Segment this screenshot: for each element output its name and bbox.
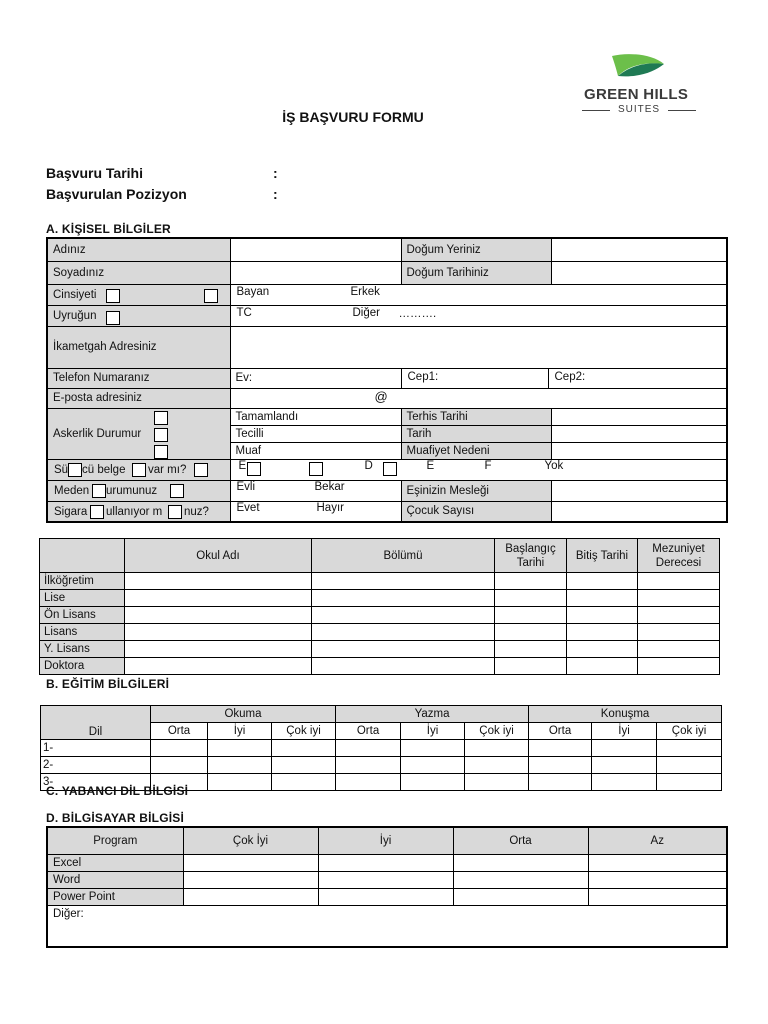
discharge-date-label: Terhis Tarihi [401,408,551,425]
name-field[interactable] [230,238,401,261]
license-options [230,459,727,480]
comp-other-field[interactable]: Diğer: [47,905,727,947]
license-checkbox-1[interactable] [68,463,82,477]
lang-cell[interactable] [272,757,336,774]
marital-label-b: urumunuz [106,484,158,497]
comp-header-good: İyi [318,827,453,854]
smoking-label-c: nuz? [184,505,209,518]
edu-row-label: Y. Lisans [40,641,125,658]
edu-cell[interactable] [638,573,720,590]
birthplace-label: Doğum Yeriniz [401,238,551,261]
spouse-job-label: Eşinizin Mesleği [401,480,551,501]
lang-cell[interactable] [657,757,722,774]
lang-cell[interactable] [401,774,465,791]
edu-cell[interactable] [567,641,638,658]
edu-header-end: Bitiş Tarihi [567,539,638,573]
edu-cell[interactable] [495,624,567,641]
comp-cell[interactable] [453,888,588,905]
section-education-title: B. EĞİTİM BİLGİLERİ [46,677,170,691]
lang-cell[interactable] [272,774,336,791]
edu-row-label: Lisans [40,624,125,641]
lang-cell[interactable] [465,757,529,774]
license-checkbox-2[interactable] [132,463,146,477]
lang-cell[interactable] [529,774,592,791]
birthdate-label: Doğum Tarihiniz [401,261,551,284]
leaf-icon [608,50,668,82]
section-personal-title: A. KİŞİSEL BİLGİLER [46,222,171,236]
military-deferred-label: Tecilli [230,425,401,442]
exempt-reason-field[interactable] [551,442,727,459]
edu-cell[interactable] [495,607,567,624]
military-exempt-label: Muaf [230,442,401,459]
license-e-label: E [238,459,247,472]
lang-cell[interactable] [208,774,272,791]
edu-cell[interactable] [125,658,312,675]
military-label-cell [47,408,230,459]
license-e-checkbox[interactable] [247,462,261,476]
edu-cell[interactable] [638,658,720,675]
nationality-tc-label: TC [236,306,252,319]
gender-label: Cinsiyeti [53,288,97,301]
married-label: Evli [236,480,256,493]
smoking-yes-checkbox[interactable] [90,505,104,519]
lang-header-dil: Dil [41,706,151,740]
gender-female-checkbox[interactable] [106,289,120,303]
lang-cell[interactable] [657,740,722,757]
children-label: Çocuk Sayısı [401,501,551,522]
edu-cell[interactable] [125,590,312,607]
phone-home-field[interactable]: Ev: [230,368,401,388]
edu-header-school: Okul Adı [125,539,312,573]
address-label: İkametgah Adresiniz [47,326,230,368]
lang-cell[interactable] [336,757,401,774]
military-exempt-checkbox[interactable] [154,445,168,459]
edu-cell[interactable] [125,641,312,658]
comp-cell[interactable] [588,871,727,888]
deferral-date-field[interactable] [551,425,727,442]
edu-cell[interactable] [638,590,720,607]
license-label-b: cü belge [82,463,126,476]
logo-name: GREEN HILLS [584,86,689,103]
deferral-date-label: Tarih [401,425,551,442]
nationality-label-cell [47,305,230,326]
lang-level: İyi [592,723,657,740]
nationality-other-label: Diğer [352,306,380,319]
comp-row-label: Power Point [47,888,183,905]
lang-cell[interactable] [465,774,529,791]
discharge-date-field[interactable] [551,408,727,425]
lang-cell[interactable] [208,757,272,774]
edu-cell[interactable] [125,624,312,641]
license-b-checkbox[interactable] [309,462,323,476]
edu-cell[interactable] [638,624,720,641]
military-deferred-checkbox[interactable] [154,428,168,442]
edu-cell[interactable] [638,641,720,658]
lang-cell[interactable] [151,757,208,774]
smoking-options [230,501,401,522]
comp-row-label: Word [47,871,183,888]
gender-female-label: Bayan [236,285,270,298]
nationality-label: Uyruğun [53,309,97,322]
comp-cell[interactable] [183,854,318,871]
edu-cell[interactable] [312,641,495,658]
personal-info-table [46,237,728,523]
nationality-options [230,305,727,326]
name-label: Adınız [47,238,230,261]
lang-cell[interactable] [272,740,336,757]
lang-group-writing: Yazma [336,706,529,723]
lang-cell[interactable] [657,774,722,791]
lang-cell[interactable] [401,757,465,774]
marital-married-checkbox[interactable] [92,484,106,498]
email-label: E-posta adresiniz [47,388,230,408]
license-label-a: Sü [54,463,69,476]
section-language-title: C. YABANCI DİL BİLGİSİ [46,784,189,798]
edu-header-department: Bölümü [312,539,495,573]
comp-header-low: Az [588,827,727,854]
birthdate-field[interactable] [551,261,727,284]
phone-mobile-fields[interactable] [401,368,727,388]
lang-cell[interactable] [151,740,208,757]
edu-cell[interactable] [495,573,567,590]
application-date-colon: : [273,165,278,181]
edu-row-label: İlköğretim [40,573,125,590]
lang-level: Orta [151,723,208,740]
military-done-label: Tamamlandı [230,408,401,425]
edu-cell[interactable] [312,573,495,590]
phone-cep2-label: Cep2: [554,370,586,383]
edu-cell[interactable] [567,658,638,675]
military-done-checkbox[interactable] [154,411,168,425]
comp-cell[interactable] [318,888,453,905]
comp-header-average: Orta [453,827,588,854]
edu-cell[interactable] [567,590,638,607]
nationality-tc-checkbox[interactable] [106,311,120,325]
lang-level: Orta [529,723,592,740]
lang-cell[interactable] [336,774,401,791]
edu-cell[interactable] [495,641,567,658]
lang-cell[interactable] [465,740,529,757]
lang-cell[interactable] [336,740,401,757]
marital-single-checkbox[interactable] [170,484,184,498]
phone-cep1-label: Cep1: [407,370,439,383]
edu-row-label: Lise [40,590,125,607]
lang-row-label: 2- [41,757,151,774]
smoking-yes-label: Evet [236,501,260,514]
language-table [40,705,722,791]
comp-header-program: Program [47,827,183,854]
license-label-c: var mı? [148,463,187,476]
license-f-label: F [484,459,492,472]
spouse-job-field[interactable] [551,480,727,501]
lang-level: İyi [401,723,465,740]
comp-cell[interactable] [453,871,588,888]
comp-cell[interactable] [183,871,318,888]
edu-cell[interactable] [567,624,638,641]
edu-cell[interactable] [312,590,495,607]
smoking-no-label: Hayır [316,501,344,514]
comp-cell[interactable] [318,854,453,871]
comp-cell[interactable] [318,871,453,888]
nationality-other-dots: ………. [398,307,437,320]
logo-sub: SUITES [578,104,700,115]
lang-level: Çok iyi [272,723,336,740]
comp-header-very-good: Çok İyi [183,827,318,854]
applied-position-label: Başvurulan Pozizyon [46,186,187,202]
license-d-checkbox[interactable] [383,462,397,476]
lang-cell[interactable] [592,774,657,791]
gender-options [230,284,727,305]
marital-options [230,480,401,501]
page-title: İŞ BAŞVURU FORMU [282,109,424,125]
license-checkbox-3[interactable] [194,463,208,477]
section-computer-title: D. BİLGİSAYAR BİLGİSİ [46,811,185,825]
lang-level: İyi [208,723,272,740]
edu-cell[interactable] [567,607,638,624]
comp-row-label: Excel [47,854,183,871]
comp-cell[interactable] [453,854,588,871]
email-at-sign: @ [374,388,388,404]
lang-group-reading: Okuma [151,706,336,723]
lang-cell[interactable] [529,757,592,774]
edu-cell[interactable] [312,624,495,641]
phone-label: Telefon Numaranız [47,368,230,388]
license-e2-label: E [426,459,435,472]
marital-label-a: Meden [54,484,90,497]
edu-cell[interactable] [312,607,495,624]
comp-cell[interactable] [183,888,318,905]
comp-cell[interactable] [588,888,727,905]
smoking-label-cell [47,501,230,522]
lang-row-label: 1- [41,740,151,757]
lang-level: Çok iyi [465,723,529,740]
lang-cell[interactable] [401,740,465,757]
education-table [39,538,720,675]
lang-row-label: 3- [41,774,151,791]
edu-header-start: Başlangıç Tarihi [495,539,567,573]
lang-cell[interactable] [592,740,657,757]
edu-header-degree: Mezuniyet Derecesi [638,539,720,573]
lang-level: Orta [336,723,401,740]
license-none-label: Yok [544,459,564,472]
exempt-reason-label: Muafiyet Nedeni [401,442,551,459]
children-field[interactable] [551,501,727,522]
edu-cell[interactable] [495,658,567,675]
license-label-cell [47,459,230,480]
edu-cell[interactable] [567,573,638,590]
smoking-label-b: ullanıyor m [106,505,163,518]
military-label: Askerlik Durumur [53,427,142,440]
gender-male-checkbox[interactable] [204,289,218,303]
edu-cell[interactable] [638,607,720,624]
lang-cell[interactable] [592,757,657,774]
lang-group-speaking: Konuşma [529,706,722,723]
marital-label-cell [47,480,230,501]
birthplace-field[interactable] [551,238,727,261]
lang-level: Çok iyi [657,723,722,740]
gender-label-cell [47,284,230,305]
surname-field[interactable] [230,261,401,284]
single-label: Bekar [314,480,345,493]
edu-cell[interactable] [125,573,312,590]
lang-cell[interactable] [208,740,272,757]
edu-cell[interactable] [495,590,567,607]
smoking-no-checkbox[interactable] [168,505,182,519]
applied-position-colon: : [273,186,278,202]
gender-male-label: Erkek [350,285,380,298]
surname-label: Soyadınız [47,261,230,284]
license-d-label: D [364,459,373,472]
edu-row-label: Doktora [40,658,125,675]
address-field[interactable] [230,326,727,368]
comp-cell[interactable] [588,854,727,871]
email-field[interactable] [230,388,727,408]
education-corner [40,539,125,573]
edu-row-label: Ön Lisans [40,607,125,624]
edu-cell[interactable] [312,658,495,675]
smoking-label-a: Sigara [54,505,88,518]
lang-cell[interactable] [529,740,592,757]
application-date-label: Başvuru Tarihi [46,165,143,181]
computer-table [46,826,728,948]
edu-cell[interactable] [125,607,312,624]
